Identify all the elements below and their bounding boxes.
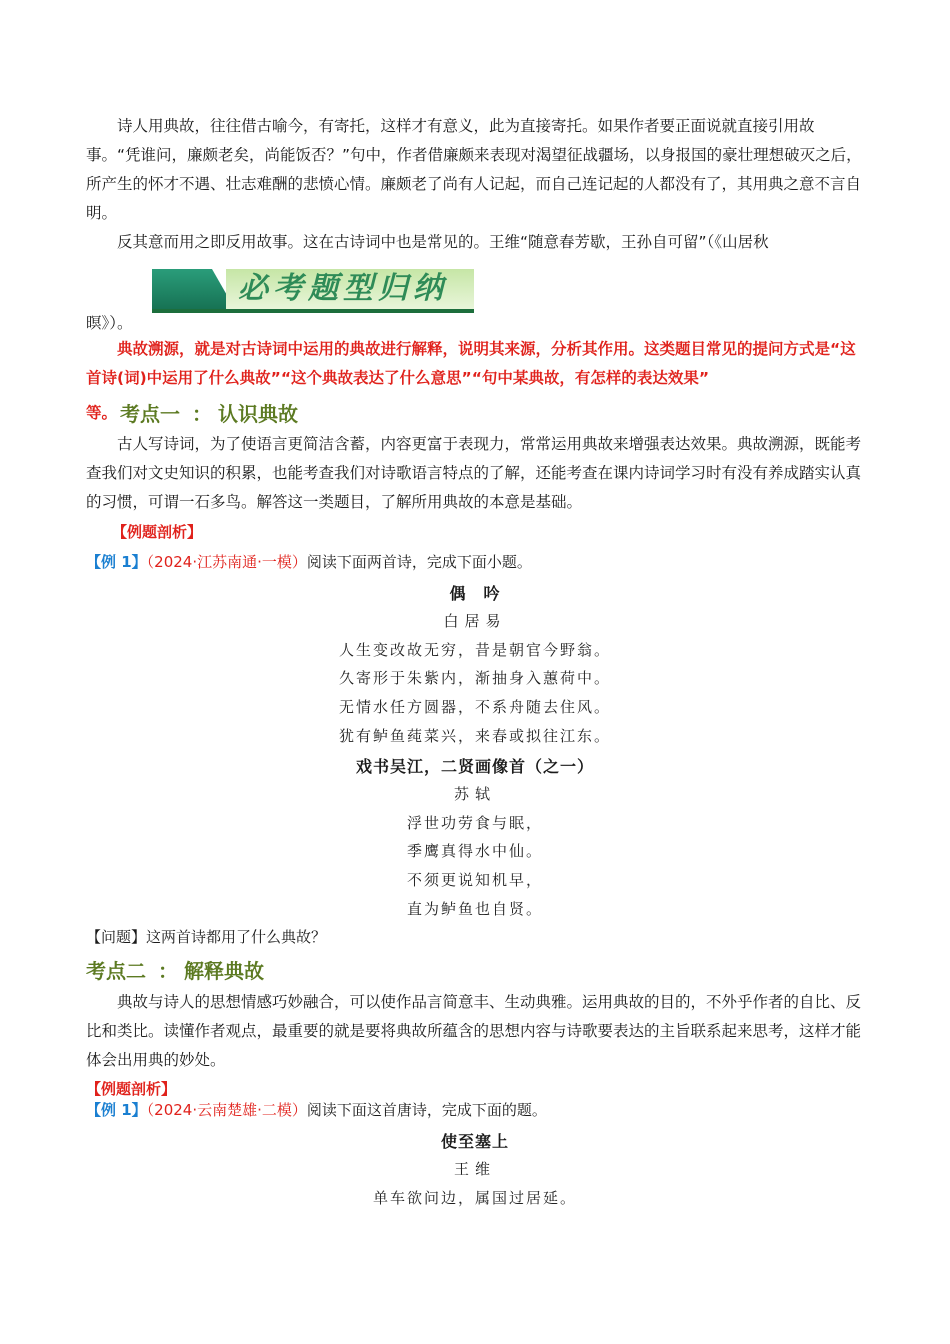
poem1-title: 偶 吟 <box>449 584 501 603</box>
poem1-line: 无情水任方圆器，不系舟随去住风。 <box>338 698 611 716</box>
example-tag: 【例 1】 <box>86 1101 147 1119</box>
poem2-line: 直为鲈鱼也自贤。 <box>406 900 543 918</box>
poem1-author: 白居易 <box>443 612 507 630</box>
poem2-author: 苏轼 <box>453 785 496 803</box>
poem1-line: 人生变改故无穷，昔是朝官今野翁。 <box>338 641 611 659</box>
poem1-line: 犹有鲈鱼莼菜兴，来春或拟往江东。 <box>338 727 611 745</box>
point1-colon: ： <box>192 402 212 426</box>
poem2-line: 季鹰真得水中仙。 <box>406 842 543 860</box>
section-banner <box>152 265 474 313</box>
point2-example-label: 【例题剖析】 <box>86 1080 177 1098</box>
example-tag: 【例 1】 <box>86 553 147 571</box>
poem3-line: 单车欲问边，属国过居延。 <box>372 1189 577 1207</box>
point1-heading <box>120 398 298 427</box>
paragraph-reverse-allusion-end: 暝》）。 <box>86 314 133 332</box>
banner-title: 必考题型归纳 <box>238 271 448 306</box>
poem3-author: 王维 <box>453 1160 496 1178</box>
banner-left-trapezoid <box>152 269 236 311</box>
paragraph-reverse-allusion: 反其意而用之即反用故事。这在古诗词中也是常见的。王维“随意春芳歇，王孙自可留”（《山居秋 <box>117 233 769 251</box>
paragraph-direct-allusion: 诗人用典故，往往借古喻今，有寄托，这样才有意义，此为直接寄托。如果作者要正面说就直接引用故事。“凭谁问，廉颇老矣，尚能饭否？”句中，作者借廉颇来表现对渴望征战疆场，以身报国的豪壮理想破灭之后，所产生的怀才不遇、壮志难酬的悲愤心情。廉颇老了尚有人记起，而自己连记起的人都没有了，其用典之意不言自明。 <box>86 117 862 222</box>
example-source: （2024·江苏南通·一模） <box>146 553 307 571</box>
summary-tail: 等。 <box>86 404 118 422</box>
poem1-line: 久寄形于朱紫内，渐抽身入蕙荷中。 <box>338 669 611 687</box>
banner-underline <box>152 309 474 313</box>
point2-intro: 典故与诗人的思想情感巧妙融合，可以使作品言简意丰、生动典雅。运用典故的目的，不外乎作者的自比、反比和类比。读懂作者观点，最重要的就是要将典故所蕴含的思想内容与诗歌要表达的主旨联系起来思考，这样才能体会出用典的妙处。 <box>86 993 862 1069</box>
point1-question: 【问题】这两首诗都用了什么典故？ <box>86 928 327 946</box>
point1-intro: 古人写诗词，为了使语言更简洁含蓄，内容更富于表现力，常常运用典故来增强表达效果。典故溯源，既能考查我们对文史知识的积累，也能考查我们对诗歌语言特点的了解，还能考查在课内诗词学习时有没有养成踏实认真的习惯，可谓一石多鸟。解答这一类题目，了解所用典故的本意是基础。 <box>86 435 862 511</box>
poem2-title: 戏书吴江，二贤画像首（之一） <box>355 757 594 776</box>
summary-paragraph: 典故溯源，就是对古诗词中运用的典故进行解释，说明其来源，分析其作用。这类题目常见的提问方式是“这首诗(词)中运用了什么典故”“这个典故表达了什么意思”“句中某典故，有怎样的表达效果” <box>86 340 856 387</box>
point2-colon: ： <box>158 959 178 983</box>
poem2-line: 浮世功劳食与眠， <box>406 814 543 832</box>
point1-example-label: 【例题剖析】 <box>112 523 203 541</box>
point2-heading <box>86 955 264 984</box>
point1-example-line <box>86 551 532 572</box>
example-source: （2024·云南楚雄·二模） <box>146 1101 307 1119</box>
poem3-title: 使至塞上 <box>440 1132 509 1151</box>
point1-name: 考点一 <box>120 402 180 426</box>
example-prompt: 阅读下面这首唐诗，完成下面的题。 <box>306 1101 547 1119</box>
point1-title: 认识典故 <box>218 402 298 426</box>
point2-example-line <box>86 1099 547 1120</box>
point2-name: 考点二 <box>86 959 146 983</box>
poem2-line: 不须更说知机早， <box>406 871 543 889</box>
point2-title: 解释典故 <box>184 959 264 983</box>
example-prompt: 阅读下面两首诗，完成下面小题。 <box>306 553 532 571</box>
